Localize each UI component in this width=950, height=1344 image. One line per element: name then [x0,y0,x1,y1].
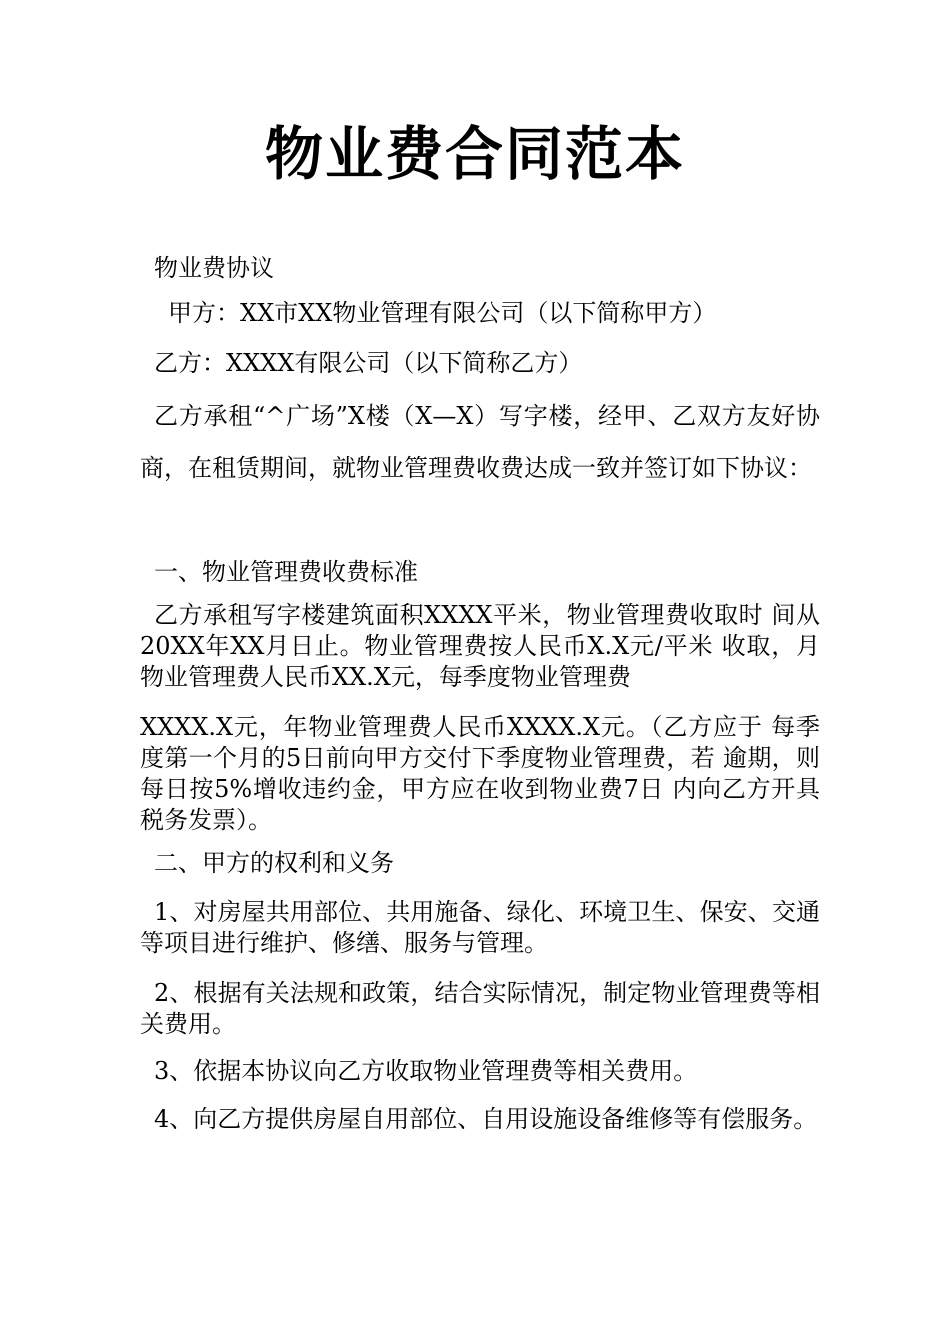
section-2-item-4: 4、向乙方提供房屋自用部位、自用设施设备维修等有偿服务。 [154,1105,818,1133]
document-title: 物业费合同范本 [264,120,685,188]
section-2-item-2: 2、根据有关法规和政策，结合实际情况，制定物业管理费等相关费用。 [140,979,820,1038]
section-1-heading: 一、物业管理费收费标准 [154,558,418,586]
party-a: 甲方：XX市XX物业管理有限公司（以下简称甲方） [168,299,717,327]
section-2-item-3: 3、依据本协议向乙方收取物业管理费等相关费用。 [154,1057,698,1085]
section-1-paragraph-2: XXXX.X元，年物业管理费人民币XXXX.X元。（乙方应于 每季度第一个月的5日前向甲方交付下季度物业管理费，若 逾期，则每日按5%增收违约金，甲方应在收到物业费7日 内向乙方开具税务发票）。 [140,713,820,834]
section-2-heading: 二、甲方的权利和义务 [154,849,394,877]
section-2-item-1: 1、对房屋共用部位、共用施备、绿化、环境卫生、保安、交通等项目进行维护、修缮、服务与管理。 [140,898,820,957]
intro-paragraph: 乙方承租“^广场”X楼（X—X）写字楼，经甲、乙双方友好协商，在租赁期间，就物业管理费收费达成一致并签订如下协议： [140,402,820,482]
party-b: 乙方：XXXX有限公司（以下简称乙方） [154,349,583,377]
agreement-subtitle: 物业费协议 [154,254,274,282]
section-1-paragraph-1: 乙方承租写字楼建筑面积XXXX平米，物业管理费收取时 间从20XX年XX月日止。物业管理费按人民币X.X元/平米 收取，月物业管理费人民币XX.X元，每季度物业管理费 [140,601,820,691]
